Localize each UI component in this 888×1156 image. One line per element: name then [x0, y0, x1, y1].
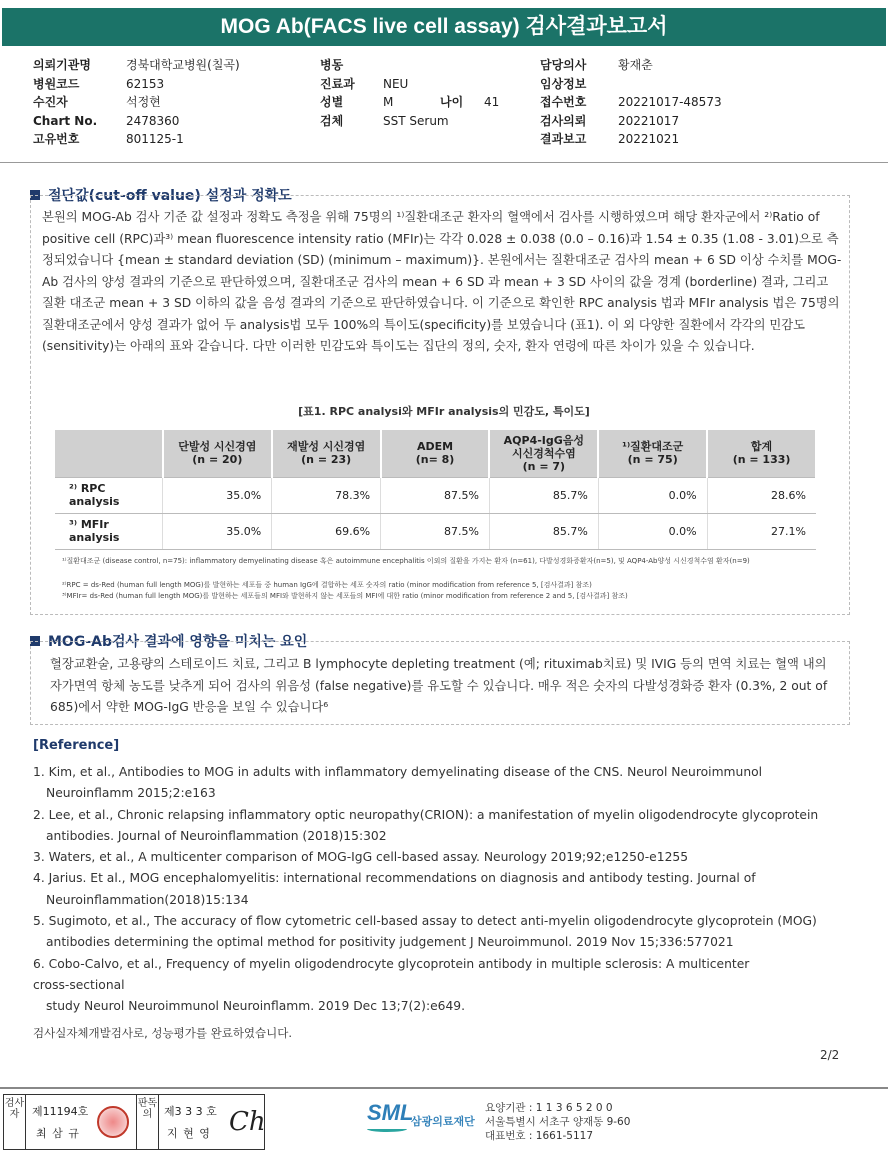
- info-label: 고유번호: [33, 132, 80, 146]
- sml-logo: [367, 1100, 487, 1140]
- info-value: 20221017-48573: [618, 95, 722, 109]
- reference-item: 1. Kim, et al., Antibodies to MOG in adults with inflammatory demyelinating disease of the CNS. Neurol Neuroimmunol Neuroinflamm 2015;2:e163: [33, 765, 763, 801]
- table-caption: [표1. RPC analysi와 MFIr analysis의 민감도, 특이도]: [298, 405, 590, 418]
- info-value: 62153: [126, 76, 165, 91]
- info-label: 의뢰기관명: [33, 58, 91, 72]
- signature-box: [3, 1094, 265, 1150]
- table-header-blank: [55, 430, 163, 477]
- handwritten-signature-icon: Ch: [229, 1107, 266, 1137]
- info-label: 진료과: [320, 76, 355, 91]
- sig2-role: 판독의: [137, 1095, 159, 1149]
- reference-item: 2. Lee, et al., Chronic relapsing inflammatory optic neuropathy(CRION): a manifestation of myelin oligodendrocyte glycoprotein antibodies. Journal of Neuroinflammation (2018)15:302: [33, 807, 819, 843]
- table-footnote: ¹⁾질환대조군 (disease control, n=75): inflammatory demyelinating disease 혹은 autoimmune encephalitis 이외의 질환을 가지는 환자 (n=61), 다발성경화증환자(n=5), 및 AQP4-Ab양성 시신경척수염 환자(n=9): [62, 557, 750, 565]
- institution-line: 서울특별시 서초구 양재동 9-60: [485, 1116, 631, 1128]
- table-header: ADEM (n= 8): [381, 430, 490, 477]
- table-footnote: ³⁾MFIr= ds-Red (human full length MOG)를 발현하는 세포들의 MFI와 발현하지 않는 세포들의 MFI에 대한 ratio (minor modification from reference 2 and 5, [검사결과] 참조): [62, 592, 628, 600]
- report-title: MOG Ab(FACS live cell assay) 검사결과보고서: [2, 8, 886, 46]
- reference-item: 4. Jarius. Et al., MOG encephalomyelitis: international recommendations on diagnosis and antibody testing. Journal of Neuroinflammation(2018)15:134: [33, 871, 756, 907]
- section-cutoff-title: 절단값(cut-off value) 설정과 정확도: [30, 185, 292, 205]
- info-divider: [0, 162, 888, 163]
- reference-item: study Neurol Neuroimmunol Neuroinflamm. 2019 Dec 13;7(2):e649.: [46, 999, 466, 1014]
- table-header: AQP4-IgG음성 시신경척수염 (n = 7): [489, 430, 598, 477]
- sig1-name: 최 삼 규: [36, 1127, 80, 1140]
- reference-item: 6. Cobo-Calvo, et al., Frequency of myelin oligodendrocyte glycoprotein antibody in multiple sclerosis: A multicenter cross-sectional: [33, 956, 750, 992]
- info-value: 20221021: [618, 132, 680, 146]
- closing-note: 검사실자체개발검사로, 성능평가를 완료하였습니다.: [33, 1026, 293, 1040]
- table-footnote: ²⁾RPC = ds-Red (human full length MOG)를 발현하는 세포들 중 human IgG에 결합하는 세포 숫자의 ratio (minor modification from reference 5, [검사결과] 참조): [62, 581, 592, 589]
- info-value: 801125-1: [126, 132, 184, 146]
- sig2-name: 지 현 영: [167, 1127, 211, 1140]
- sig1-role: 검사자: [4, 1095, 26, 1149]
- info-value: 경북대학교병원(칠곡): [126, 58, 240, 72]
- reference-item: 5. Sugimoto, et al., The accuracy of flow cytometric cell-based assay to detect anti-myelin oligodendrocyte glycoprotein (MOG) antibodies determining the optimal method for positivity judgement J Neuroimmunol. 2019 Nov 15;336:577021: [33, 914, 817, 950]
- info-value: 20221017: [618, 113, 680, 128]
- info-label: 접수번호: [540, 95, 587, 109]
- table-row: [55, 513, 816, 549]
- info-col-3: [540, 56, 722, 149]
- table-cell: 0.0%: [598, 513, 707, 549]
- logo-name: 삼광의료재단: [411, 1115, 475, 1128]
- age-value: 41: [484, 95, 500, 109]
- info-value: 황재춘: [618, 58, 653, 72]
- institution-info: [485, 1101, 630, 1143]
- info-value: 석정현: [126, 95, 161, 109]
- section-factors-title: MOG-Ab검사 결과에 영향을 미치는 요인: [30, 631, 307, 651]
- info-label: Chart No.: [33, 113, 98, 128]
- info-label: 임상정보: [540, 76, 587, 91]
- reference-title: [Reference]: [33, 738, 120, 753]
- table-cell: 28.6%: [707, 477, 816, 513]
- table-cell: 69.6%: [272, 513, 381, 549]
- table-header: 재발성 시신경염 (n = 23): [272, 430, 381, 477]
- logo-text: SML: [367, 1100, 414, 1125]
- table-header: ¹⁾질환대조군 (n = 75): [598, 430, 707, 477]
- table-cell: 87.5%: [381, 513, 490, 549]
- table-cell: 35.0%: [163, 477, 272, 513]
- factors-paragraph: 혈장교환술, 고용량의 스테로이드 치료, 그리고 B lymphocyte depleting treatment (예; rituximab치료) 및 IVIG 등의 면역 치료는 혈액 내의 자가면역 항체 농도를 낮추게 되어 검사의 위음성 (false negative)를 유도할 수 있습니다. 매우 적은 숫자의 다발성경화증 환자 (0.3%, 2 out of 685)에서 약한 MOG-IgG 반응을 보일 수 있습니다⁶: [50, 657, 828, 714]
- institution-line: 대표번호 : 1661-5117: [485, 1130, 594, 1142]
- table-cell: 35.0%: [163, 513, 272, 549]
- age-label: 나이: [440, 95, 464, 109]
- row-label: ²⁾ RPC analysis: [55, 477, 163, 513]
- table-header: 단발성 시신경염 (n = 20): [163, 430, 272, 477]
- table-cell: 78.3%: [272, 477, 381, 513]
- info-value: M: [383, 95, 394, 109]
- info-value: 2478360: [126, 113, 180, 128]
- info-label: 성별: [320, 95, 344, 109]
- reference-item: 3. Waters, et al., A multicenter comparison of MOG-IgG cell-based assay. Neurology 2019;92;e1250-e1255: [33, 850, 689, 865]
- info-label: 검체: [320, 113, 344, 128]
- table-header-row: [55, 430, 816, 477]
- logo-swoosh-icon: [367, 1126, 407, 1132]
- row-label: ³⁾ MFIr analysis: [55, 513, 163, 549]
- table-row: [55, 477, 816, 513]
- seal-stamp-icon: [97, 1106, 129, 1138]
- table-cell: 85.7%: [489, 477, 598, 513]
- info-label: 결과보고: [540, 132, 587, 146]
- sig2-number: 제3 3 3 호: [164, 1105, 217, 1118]
- info-col-2: [320, 56, 499, 130]
- info-label: 검사의뢰: [540, 113, 587, 128]
- table-header: 합계 (n = 133): [707, 430, 816, 477]
- sig1-number: 제11194호: [32, 1105, 89, 1118]
- table-cell: 87.5%: [381, 477, 490, 513]
- table-cell: 27.1%: [707, 513, 816, 549]
- sensitivity-table: [55, 430, 817, 550]
- info-label: 병동: [320, 58, 344, 72]
- info-col-1: [33, 56, 240, 149]
- footer-divider: [0, 1087, 888, 1089]
- info-label: 수진자: [33, 95, 68, 109]
- info-value: SST Serum: [383, 113, 449, 128]
- table-cell: 0.0%: [598, 477, 707, 513]
- table-cell: 85.7%: [489, 513, 598, 549]
- info-label: 병원코드: [33, 76, 80, 91]
- reference-list: [33, 762, 853, 1018]
- cutoff-paragraph: 본원의 MOG-Ab 검사 기준 값 설정과 정확도 측정을 위해 75명의 ¹⁾질환대조군 환자의 혈액에서 검사를 시행하였으며 해당 환자군에서 ²⁾Ratio of positive cell (RPC)과³⁾ mean fluorescence intensity ratio (MFIr)는 각각 0.028 ± 0.038 (0.0 – 0.16)과 1.54 ± 0.35 (1.08 - 3.01)으로 측정되었습니다 {mean ± standard deviation (SD) (minimum – maximum)}. 본원에서는 질환대조군 검사의 mean + 6 SD 이상 수치를 MOG-Ab 검사의 양성 결과의 기준으로 판단하였으며, 질환대조군 검사의 mean + 6 SD 과 mean + 3 SD 사이의 값을 경계 (borderline) 결과, 그리고 질환 대조군 mean + 3 SD 이하의 값을 음성 결과의 기준으로 판단하였습니다. 이 기준으로 확인한 RPC analysis 법과 MFIr analysis 법은 75명의 질환대조군에서 양성 결과가 없어 두 analysis법 모두 100%의 특이도(specificity)를 보였습니다 (표1). 이 외 다양한 질환에서 각각의 민감도(sensitivity)는 아래의 표와 같습니다. 다만 이러한 민감도와 특이도는 집단의 정의, 숫자, 환자 연령에 따른 차이가 있을 수 있습니다.: [42, 210, 842, 353]
- info-label: 담당의사: [540, 58, 587, 72]
- info-value: NEU: [383, 76, 409, 91]
- institution-line: 요양기관 : 1 1 3 6 5 2 0 0: [485, 1102, 613, 1114]
- page-number: 2/2: [820, 1048, 840, 1062]
